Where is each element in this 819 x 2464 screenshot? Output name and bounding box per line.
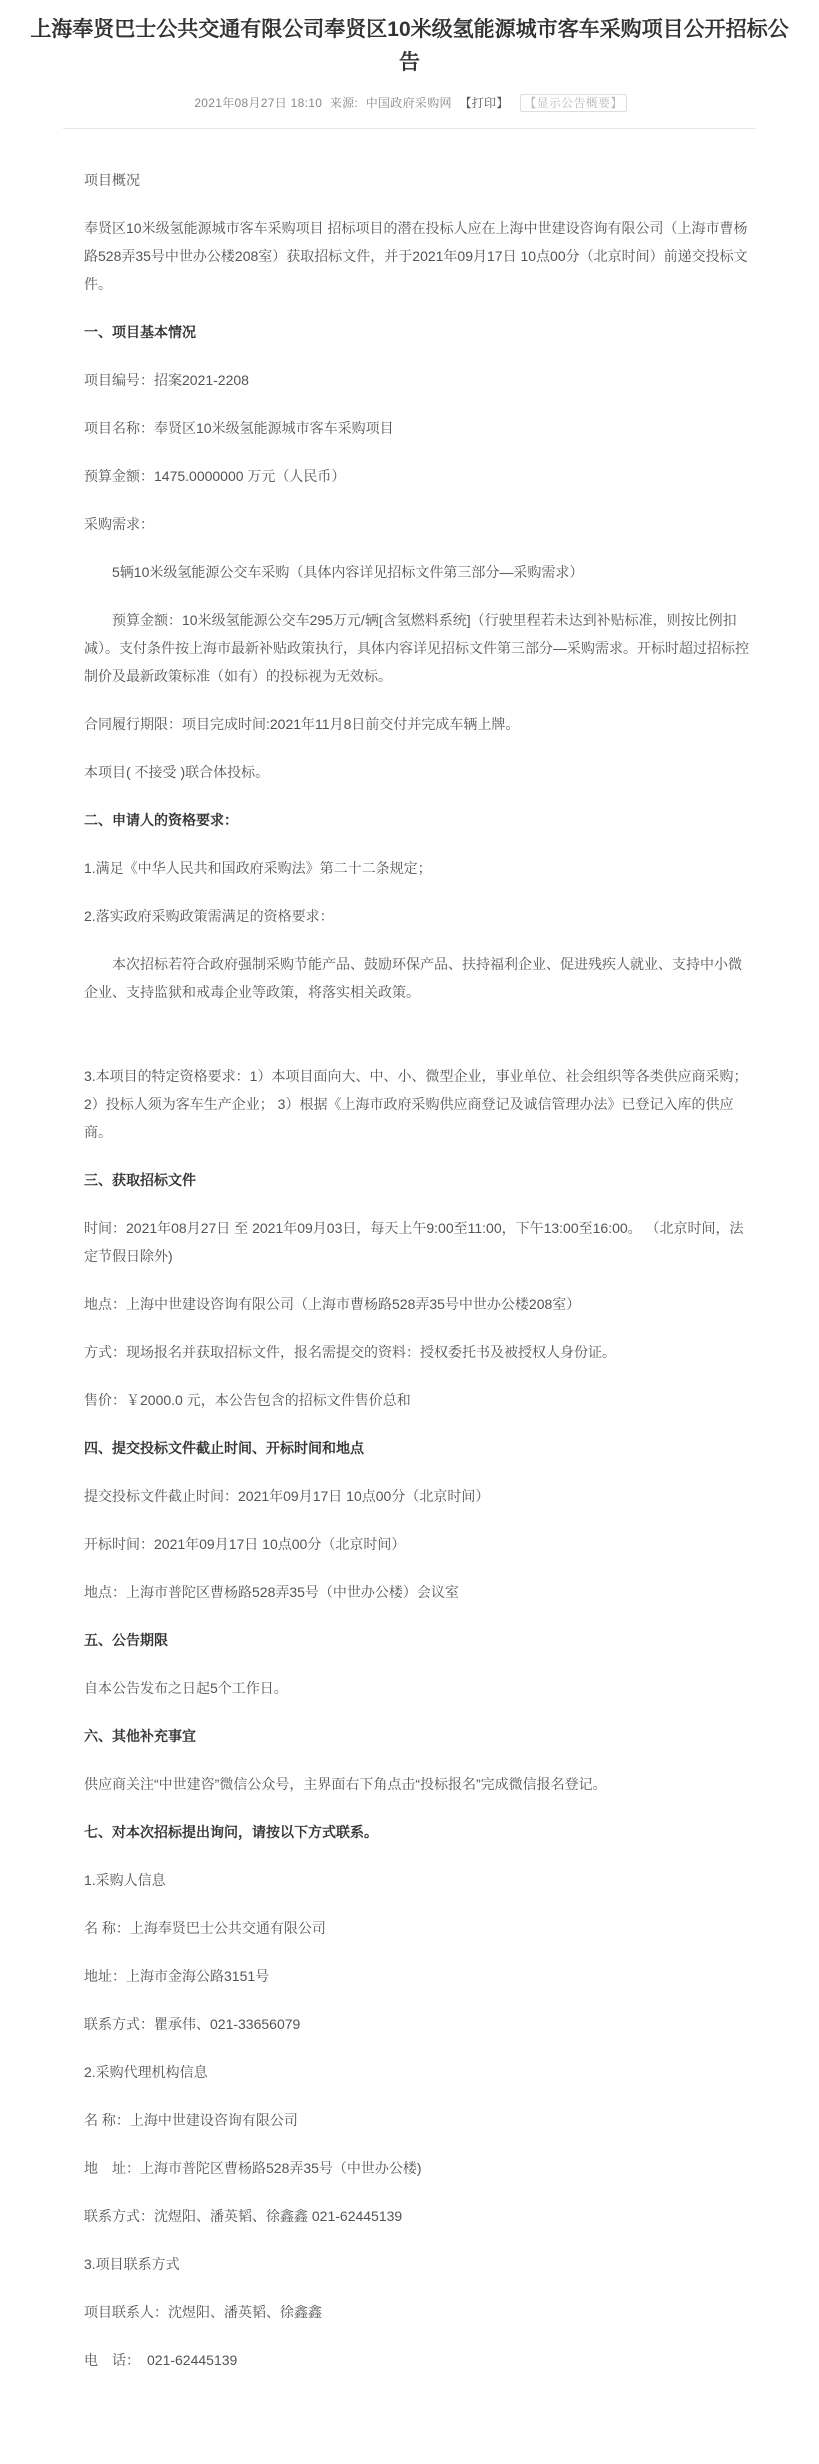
paragraph: 项目编号：招案2021-2208	[84, 372, 249, 389]
section-heading: 六、其他补充事宜	[84, 1728, 196, 1745]
paragraph: 供应商关注“中世建咨”微信公众号，主界面右下角点击“投标报名”完成微信报名登记。	[84, 1776, 607, 1793]
section-heading: 五、公告期限	[84, 1632, 168, 1649]
paragraph: 地 址：上海市普陀区曹杨路528弄35号（中世办公楼)	[84, 2160, 422, 2177]
source-label: 来源:	[329, 96, 359, 111]
paragraph: 方式：现场报名并获取招标文件，报名需提交的资料：授权委托书及被授权人身份证。	[84, 1344, 616, 1361]
paragraph: 自本公告发布之日起5个工作日。	[84, 1680, 288, 1697]
section-heading: 七、对本次招标提出询问，请按以下方式联系。	[84, 1824, 378, 1841]
paragraph: 电 话： 021-62445139	[84, 2352, 238, 2369]
page-title: 上海奉贤巴士公共交通有限公司奉贤区10米级氢能源城市客车采购项目公开招标公告	[30, 18, 789, 74]
paragraph: 预算金额：1475.0000000 万元（人民币）	[84, 468, 346, 485]
paragraph: 地点：上海中世建设咨询有限公司（上海市曹杨路528弄35号中世办公楼208室）	[84, 1296, 581, 1313]
paragraph: 5辆10米级氢能源公交车采购（具体内容详见招标文件第三部分—采购需求）	[112, 564, 584, 581]
paragraph: 联系方式：瞿承伟、021-33656079	[84, 2016, 301, 2033]
paragraph: 开标时间：2021年09月17日 10点00分（北京时间）	[84, 1536, 406, 1553]
show-summary-button[interactable]: 【显示公告概要】	[520, 94, 626, 112]
paragraph: 2.采购代理机构信息	[84, 2064, 208, 2081]
paragraph: 地点：上海市普陀区曹杨路528弄35号（中世办公楼）会议室	[84, 1584, 459, 1601]
paragraph: 项目概况	[84, 172, 140, 189]
section-heading: 二、申请人的资格要求：	[84, 812, 238, 829]
paragraph: 联系方式：沈煜阳、潘英韬、徐鑫鑫 021-62445139	[84, 2208, 403, 2225]
paragraph: 3.本项目的特定资格要求：1）本项目面向大、中、小、微型企业，事业单位、社会组织等各类供应商采购； 2）投标人须为客车生产企业； 3）根据《上海市政府采购供应商登记及诚信管理办法》已登记入库的供应商。	[84, 1068, 748, 1141]
announcement-body	[0, 129, 819, 2464]
paragraph: 预算金额：10米级氢能源公交车295万元/辆[含氢燃料系统]（行驶里程若未达到补贴标准，则按比例扣减）。支付条件按上海市最新补贴政策执行，具体内容详见招标文件第三部分—采购需求。开标时超过招标控制价及最新政策标准（如有）的投标视为无效标。	[84, 612, 749, 685]
paragraph: 项目联系人：沈煜阳、潘英韬、徐鑫鑫	[84, 2304, 322, 2321]
paragraph: 本次招标若符合政府强制采购节能产品、鼓励环保产品、扶持福利企业、促进残疾人就业、支持中小微企业、支持监狱和戒毒企业等政策，将落实相关政策。	[84, 956, 742, 1001]
source-name: 中国政府采购网	[365, 96, 452, 111]
paragraph: 地址：上海市金海公路3151号	[84, 1968, 270, 1985]
paragraph: 名 称：上海中世建设咨询有限公司	[84, 2112, 298, 2129]
paragraph: 奉贤区10米级氢能源城市客车采购项目 招标项目的潜在投标人应在上海中世建设咨询有限公司（上海市曹杨路528弄35号中世办公楼208室）获取招标文件，并于2021年09月17日 10点00分（北京时间）前递交投标文件。	[84, 220, 748, 293]
paragraph: 1.采购人信息	[84, 1872, 166, 1889]
paragraph: 时间：2021年08月27日 至 2021年09月03日，每天上午9:00至11:00，下午13:00至16:00。 （北京时间，法定节假日除外)	[84, 1220, 744, 1265]
paragraph	[84, 1026, 755, 1042]
section-heading: 四、提交投标文件截止时间、开标时间和地点	[84, 1440, 364, 1457]
paragraph: 1.满足《中华人民共和国政府采购法》第二十二条规定；	[84, 860, 432, 877]
publish-datetime: 2021年08月27日 18:10	[194, 96, 323, 111]
print-button[interactable]: 【打印】	[459, 96, 509, 111]
paragraph: 3.项目联系方式	[84, 2256, 180, 2273]
paragraph: 本项目( 不接受 )联合体投标。	[84, 764, 270, 781]
paragraph: 合同履行期限：项目完成时间:2021年11月8日前交付并完成车辆上牌。	[84, 716, 520, 733]
section-heading: 一、项目基本情况	[84, 324, 196, 341]
announcement-page	[0, 14, 819, 2464]
paragraph: 售价：￥2000.0 元，本公告包含的招标文件售价总和	[84, 1392, 411, 1409]
paragraph: 采购需求：	[84, 516, 154, 533]
paragraph: 项目名称：奉贤区10米级氢能源城市客车采购项目	[84, 420, 394, 437]
meta-bar	[0, 94, 819, 111]
section-heading: 三、获取招标文件	[84, 1172, 196, 1189]
paragraph: 名 称：上海奉贤巴士公共交通有限公司	[84, 1920, 326, 1937]
paragraph: 2.落实政府采购政策需满足的资格要求：	[84, 908, 334, 925]
paragraph: 提交投标文件截止时间：2021年09月17日 10点00分（北京时间）	[84, 1488, 490, 1505]
